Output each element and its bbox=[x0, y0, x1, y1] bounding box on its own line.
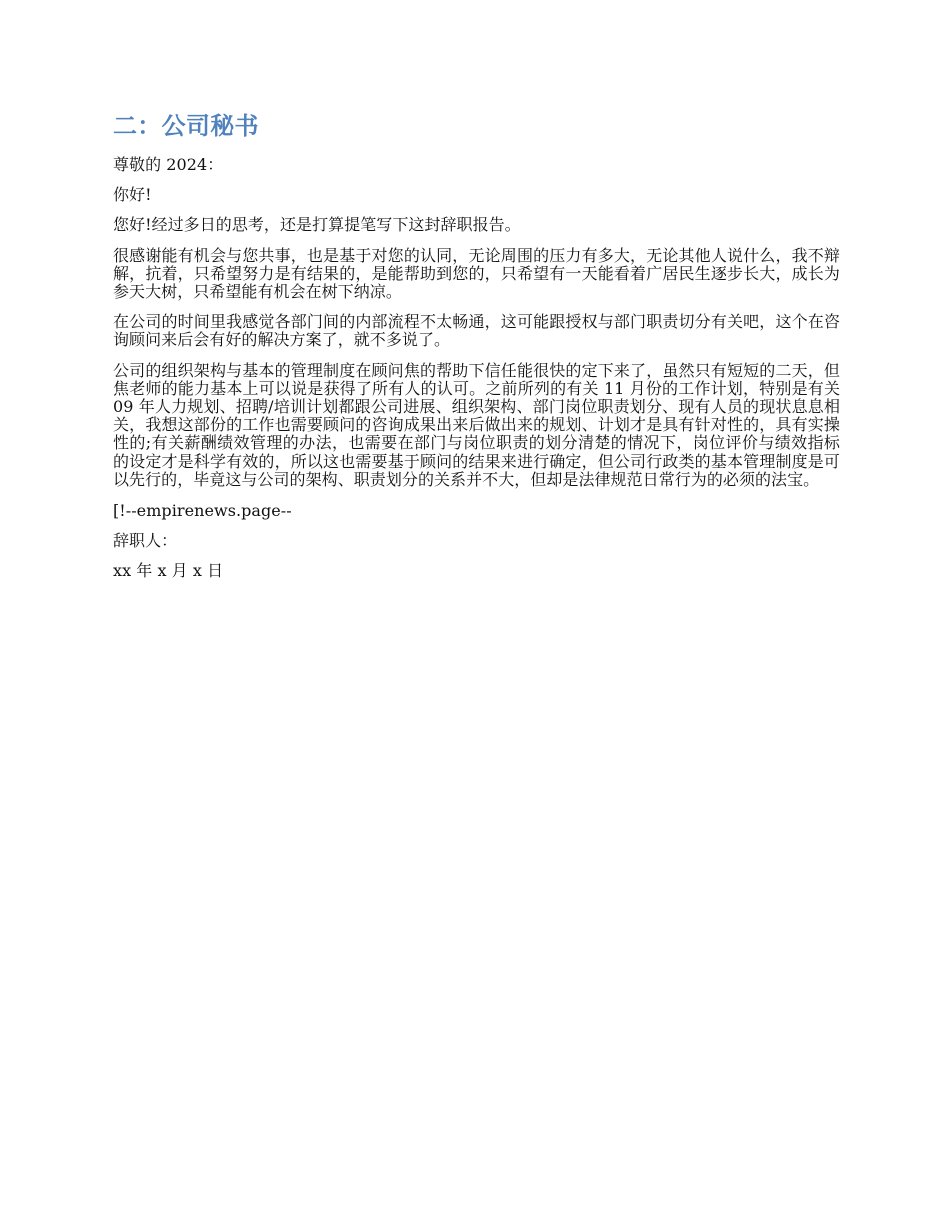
body-paragraph-organization: 公司的组织架构与基本的管理制度在顾问焦的帮助下信任能很快的定下来了，虽然只有短短的二天，但焦老师的能力基本上可以说是获得了所有人的认可。之前所列的有关 11 月份的工作计划，特别是有关 09 年人力规划、招聘/培训计划都跟公司进展、组织架构、部门岗位职责划分、现有人员的现状息息相关，我想这部份的工作也需要顾问的咨询成果出来后做出来的规划、计划才是具有针对性的，具有实操性的;有关薪酬绩效管理的办法，也需要在部门与岗位职责的划分清楚的情况下，岗位评价与绩效指标的设定才是科学有效的，所以这也需要基于顾问的结果来进行确定，但公司行政类的基本管理制度是可以先行的，毕竟这与公司的架构、职责划分的关系并不大，但却是法律规范日常行为的必须的法宝。 bbox=[113, 360, 840, 489]
body-paragraph-opening: 您好!经过多日的思考，还是打算提笔写下这封辞职报告。 bbox=[113, 215, 521, 235]
document-heading: 二：公司秘书 bbox=[113, 112, 259, 140]
greeting: 你好! bbox=[113, 185, 152, 205]
salutation: 尊敬的 2024： bbox=[113, 155, 224, 174]
date-line: xx 年 x 月 x 日 bbox=[113, 561, 224, 581]
resigner-label: 辞职人： bbox=[113, 531, 178, 551]
page-marker: [!--empirenews.page-- bbox=[113, 501, 292, 521]
body-paragraph-process: 在公司的时间里我感觉各部门间的内部流程不太畅通，这可能跟授权与部门职责切分有关吧，这个在咨询顾问来后会有好的解决方案了，就不多说了。 bbox=[113, 312, 840, 350]
body-paragraph-gratitude: 很感谢能有机会与您共事，也是基于对您的认同，无论周围的压力有多大，无论其他人说什么，我不辩解，抗着，只希望努力是有结果的，是能帮助到您的，只希望有一天能看着广居民生逐步长大，成长为参天大树，只希望能有机会在树下纳凉。 bbox=[113, 245, 840, 302]
